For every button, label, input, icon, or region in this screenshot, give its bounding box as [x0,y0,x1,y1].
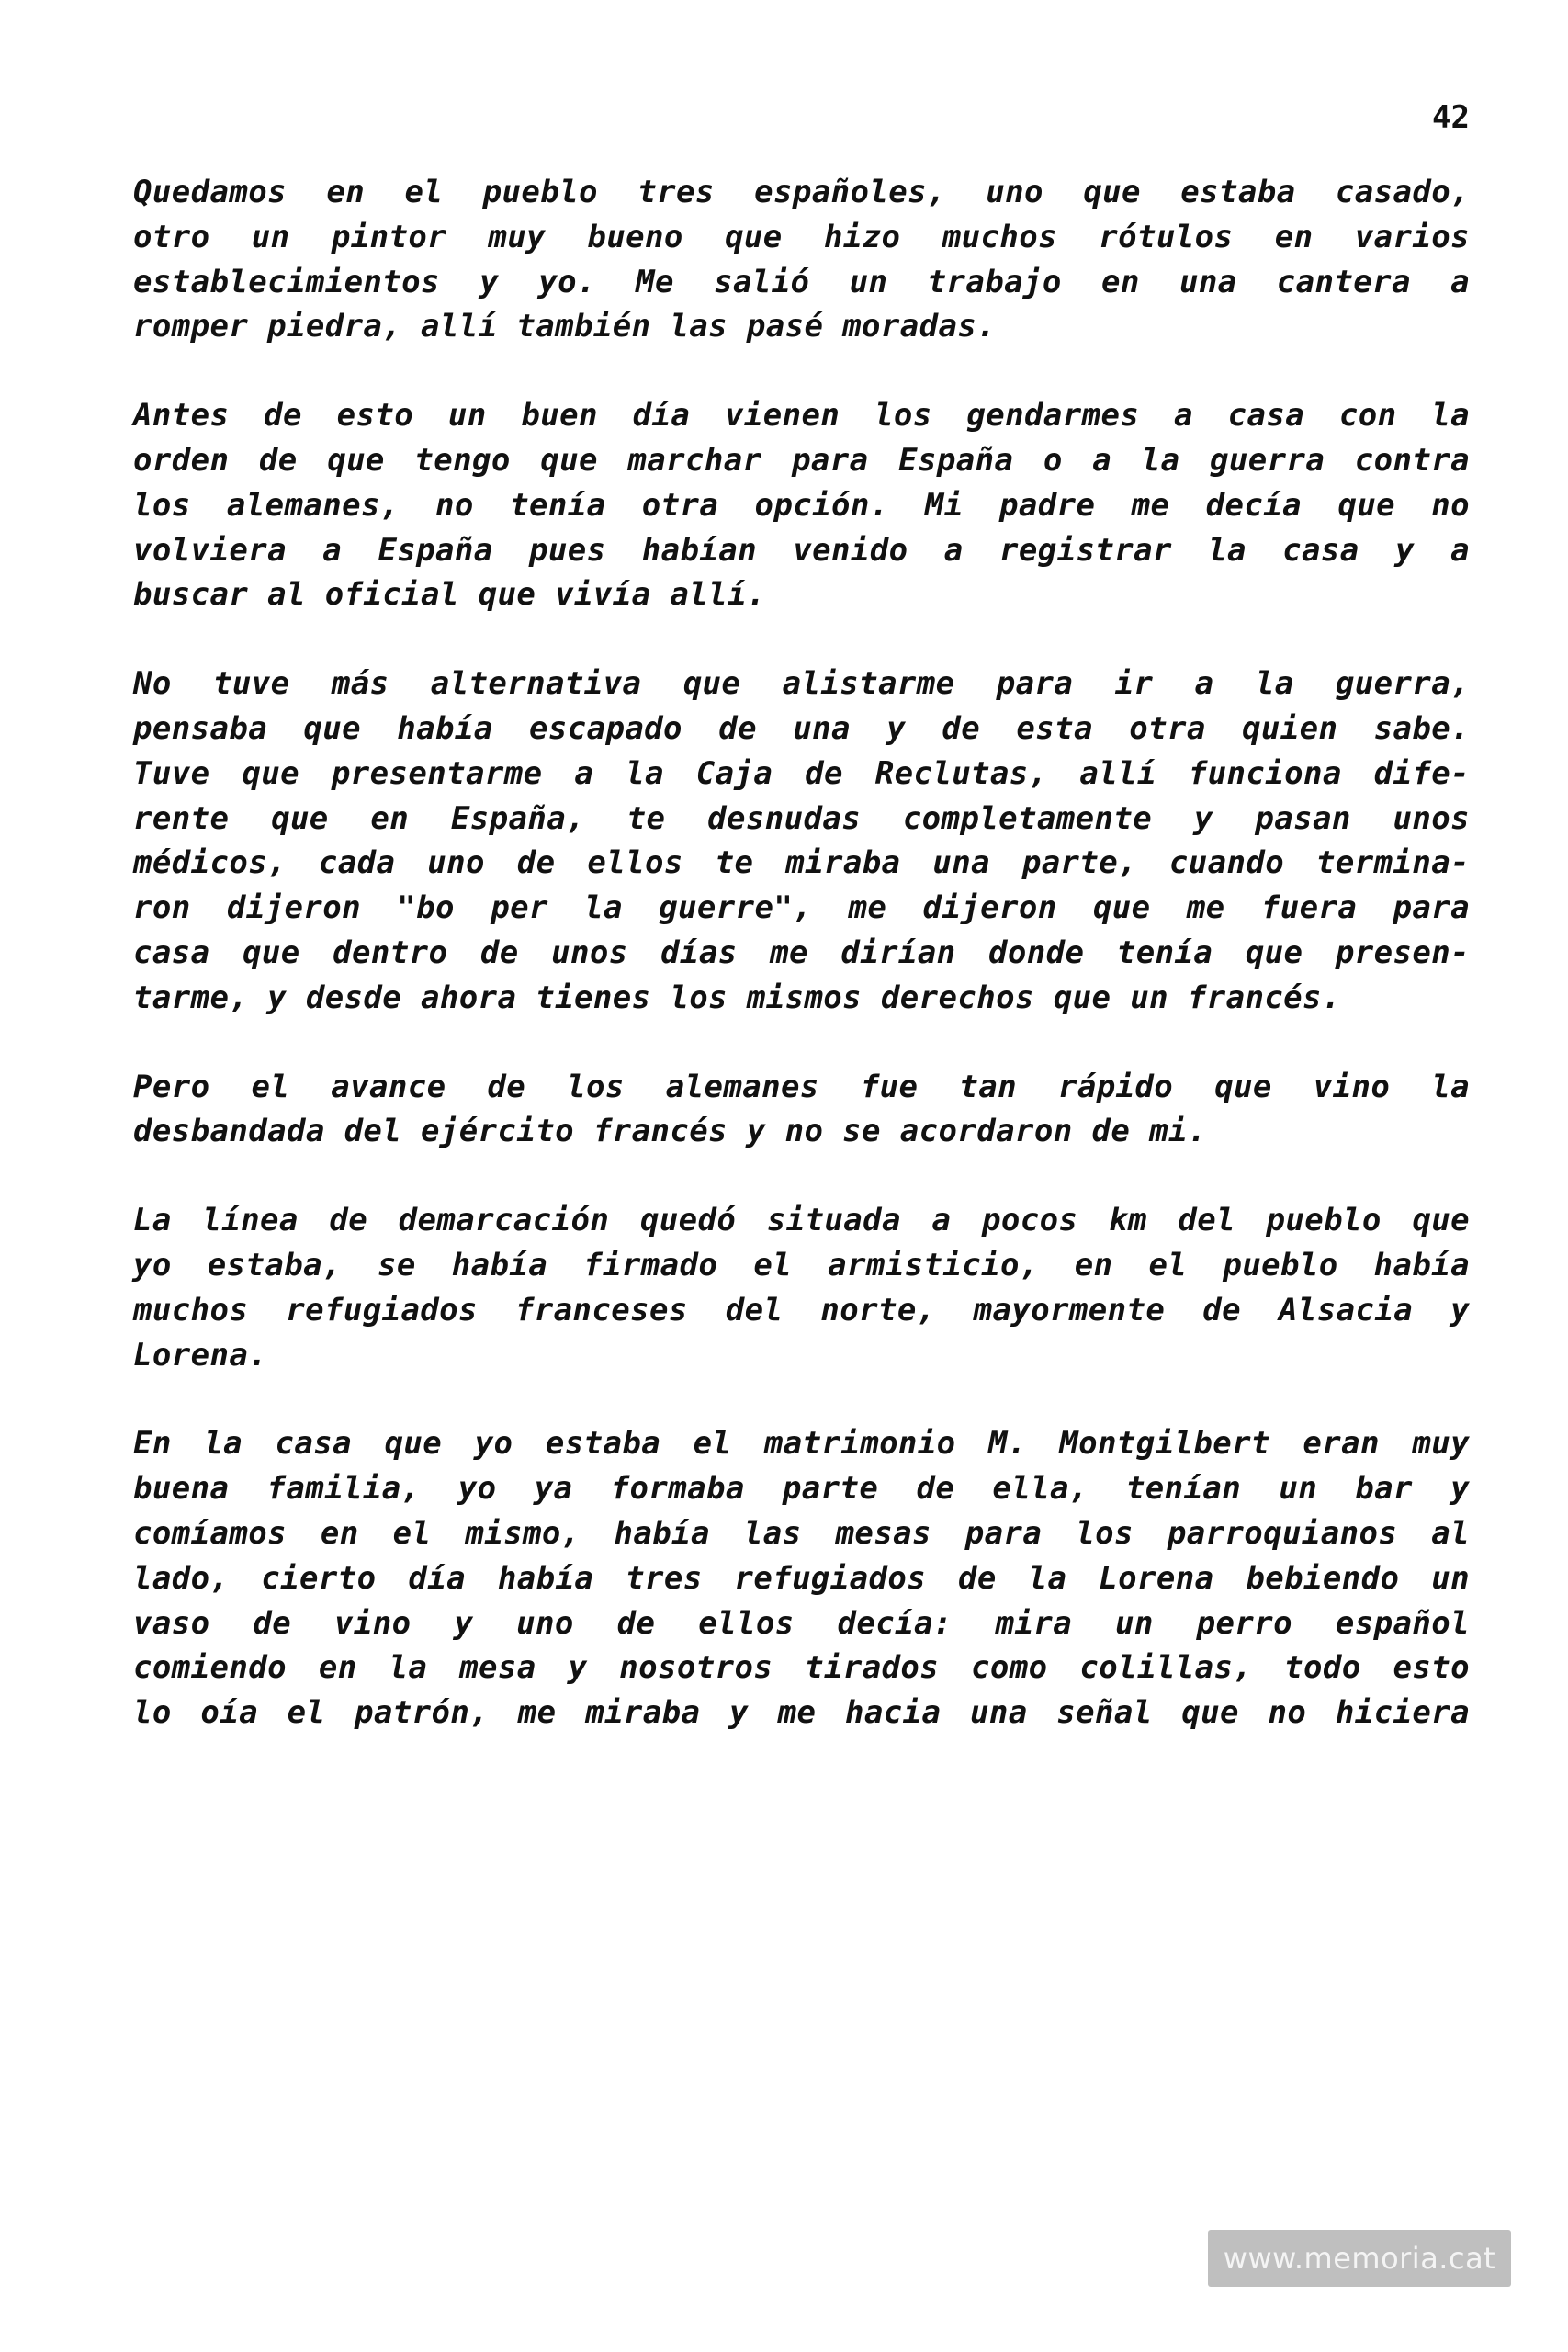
text-line: romper piedra, allí también las pasé moradas. [133,308,997,345]
text-line: tarme, y desde ahora tienes los mismos derechos que un francés. [133,978,1341,1016]
text-line: vaso de vino y uno de ellos decía: mira un perro español [133,1604,1470,1642]
text-line: establecimientos y yo. Me salió un trabajo en una cantera a [133,263,1470,300]
paragraph [133,393,1470,617]
text-line: otro un pintor muy bueno que hizo muchos rótulos en varios [133,218,1470,255]
watermark-text: www.memoria.cat [1223,2241,1496,2276]
body-text [133,170,1470,1780]
paragraph [133,1065,1470,1155]
page-number: 42 [1432,99,1470,136]
text-line: lo oía el patrón, me miraba y me hacia una señal que no hiciera [133,1694,1470,1732]
text-line: comiendo en la mesa y nosotros tirados como colillas, todo esto [133,1649,1470,1687]
text-line: desbandada del ejército francés y no se acordaron de mi. [133,1113,1207,1150]
text-line: buscar al oficial que vivía allí. [133,576,766,614]
text-line: buena familia, yo ya formaba parte de ella, tenían un bar y [133,1470,1470,1508]
text-line: No tuve más alternativa que alistarme para ir a la guerra, [133,665,1470,703]
paragraph [133,1198,1470,1377]
text-line: volviera a España pues habían venido a registrar la casa y a [133,531,1470,569]
text-line: rente que en España, te desnudas completamente y pasan unos [133,799,1470,837]
text-line: Lorena. [133,1336,268,1374]
text-line: lado, cierto día había tres refugiados de la Lorena bebiendo un [133,1559,1470,1597]
text-line: Antes de esto un buen día vienen los gendarmes a casa con la [133,397,1470,435]
text-line: Quedamos en el pueblo tres españoles, uno que estaba casado, [133,174,1470,210]
text-line: En la casa que yo estaba el matrimonio M. Montgilbert eran muy [133,1425,1470,1463]
watermark-badge [1208,2230,1511,2287]
text-line: casa que dentro de unos días me dirían donde tenía que presen- [133,933,1470,971]
text-line: médicos, cada uno de ellos te miraba una parte, cuando termina- [133,844,1470,882]
text-line: orden de que tengo que marchar para España o a la guerra contra [133,441,1470,479]
text-line: Pero el avance de los alemanes fue tan rápido que vino la [133,1068,1470,1105]
text-line: La línea de demarcación quedó situada a pocos km del pueblo que [133,1202,1470,1239]
text-line: Tuve que presentarme a la Caja de Reclutas, allí funciona dife- [133,754,1470,792]
text-line: muchos refugiados franceses del norte, mayormente de Alsacia y [133,1291,1470,1329]
text-line: comíamos en el mismo, había las mesas para los parroquianos al [133,1514,1470,1552]
paragraph [133,170,1470,349]
text-line: yo estaba, se había firmado el armisticio, en el pueblo había [133,1246,1470,1283]
text-line: ron dijeron "bo per la guerre", me dijeron que me fuera para [133,889,1470,927]
text-line: los alemanes, no tenía otra opción. Mi padre me decía que no [133,486,1470,524]
paragraph [133,662,1470,1020]
paragraph [133,1421,1470,1736]
text-line: pensaba que había escapado de una y de esta otra quien sabe. [133,709,1470,747]
